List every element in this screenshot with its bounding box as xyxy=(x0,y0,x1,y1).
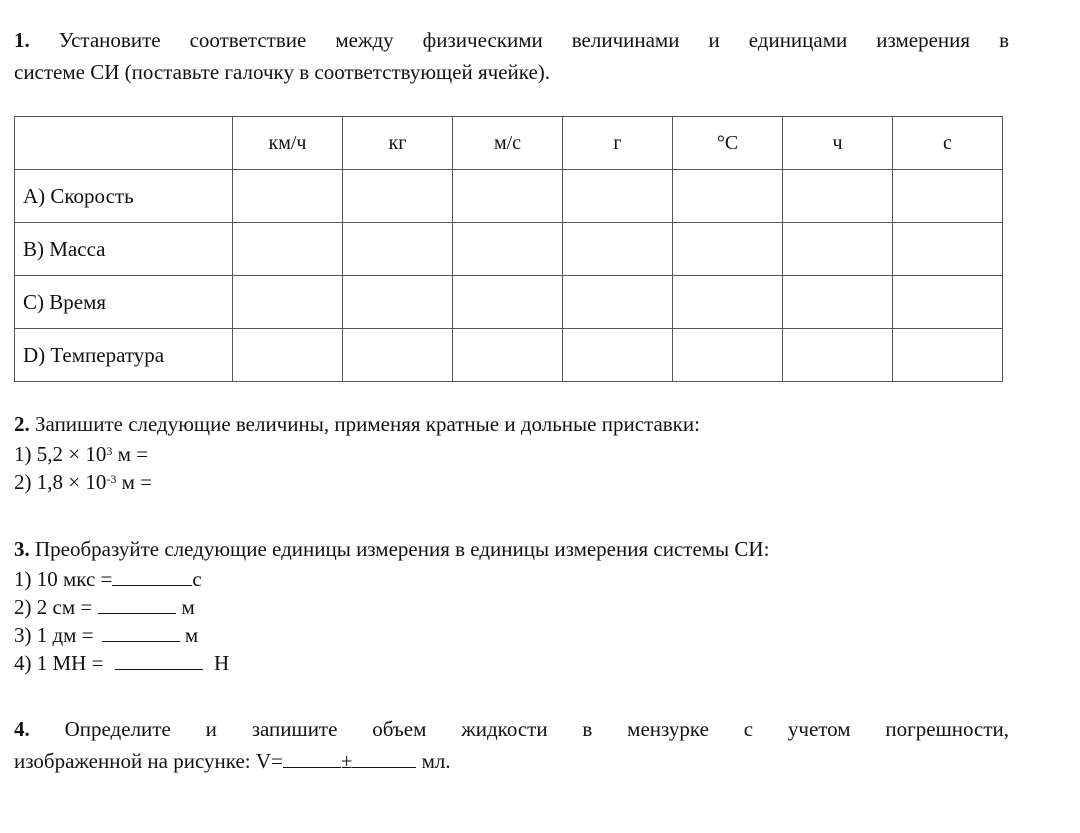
question-1 xyxy=(14,24,1009,88)
question-4-line-1 xyxy=(14,713,1009,745)
answer-blank[interactable] xyxy=(112,565,192,586)
plus-minus-sign: ± xyxy=(340,749,353,773)
question-4 xyxy=(14,713,1009,777)
unit-header: м/с xyxy=(453,117,563,170)
check-cell[interactable] xyxy=(343,329,453,382)
item-unit: с xyxy=(192,567,202,591)
unit-header: ч xyxy=(783,117,893,170)
question-1-line-1 xyxy=(14,24,1009,56)
volume-unit: мл. xyxy=(421,749,451,773)
question-3-heading xyxy=(14,533,1014,565)
table-row xyxy=(15,329,1003,382)
check-cell[interactable] xyxy=(893,223,1003,276)
question-3-item xyxy=(14,593,1014,621)
item-exponent: -3 xyxy=(106,472,117,486)
check-cell[interactable] xyxy=(563,170,673,223)
question-4-number: 4. xyxy=(14,717,30,741)
check-cell[interactable] xyxy=(893,329,1003,382)
question-1-text-1: Установите соответствие между физическими величинами и единицами измерения в xyxy=(58,28,1009,52)
question-3-item xyxy=(14,621,1014,649)
check-cell[interactable] xyxy=(673,170,783,223)
unit-header: г xyxy=(563,117,673,170)
check-cell[interactable] xyxy=(343,276,453,329)
question-1-text-2: системе СИ (поставьте галочку в соответствующей ячейке). xyxy=(14,60,551,84)
item-prefix: 1) 5,2 × 10 xyxy=(14,442,107,466)
check-cell[interactable] xyxy=(783,170,893,223)
item-unit: Н xyxy=(213,651,230,675)
row-label: В) Масса xyxy=(15,223,233,276)
table-header-row xyxy=(15,117,1003,170)
unit-header: кг xyxy=(343,117,453,170)
question-3 xyxy=(14,533,1014,677)
volume-blank[interactable] xyxy=(283,747,341,768)
question-4-line-2 xyxy=(14,745,1009,777)
item-suffix: м = xyxy=(112,442,148,466)
check-cell[interactable] xyxy=(453,329,563,382)
item-unit: м xyxy=(184,623,199,647)
table-row xyxy=(15,170,1003,223)
error-blank[interactable] xyxy=(352,747,416,768)
table-corner-cell xyxy=(15,117,233,170)
check-cell[interactable] xyxy=(563,223,673,276)
item-exponent: 3 xyxy=(106,444,113,458)
item-prefix: 2) 1,8 × 10 xyxy=(14,470,107,494)
check-cell[interactable] xyxy=(783,329,893,382)
unit-header: с xyxy=(893,117,1003,170)
question-2-item xyxy=(14,440,1014,468)
row-label: С) Время xyxy=(15,276,233,329)
question-2 xyxy=(14,408,1014,496)
question-4-text-2: изображенной на рисунке: V= xyxy=(14,749,283,773)
check-cell[interactable] xyxy=(673,223,783,276)
check-cell[interactable] xyxy=(233,276,343,329)
question-3-item xyxy=(14,565,1014,593)
check-cell[interactable] xyxy=(673,329,783,382)
item-unit: м xyxy=(181,595,195,619)
answer-blank[interactable] xyxy=(102,621,180,642)
item-label: 1) 10 мкс = xyxy=(14,567,113,591)
row-label: D) Температура xyxy=(15,329,233,382)
check-cell[interactable] xyxy=(343,170,453,223)
check-cell[interactable] xyxy=(233,329,343,382)
unit-header: °С xyxy=(673,117,783,170)
table-row xyxy=(15,276,1003,329)
check-cell[interactable] xyxy=(233,223,343,276)
check-cell[interactable] xyxy=(563,329,673,382)
item-label: 3) 1 дм = xyxy=(14,623,94,647)
question-1-number: 1. xyxy=(14,28,30,52)
answer-blank[interactable] xyxy=(98,593,176,614)
question-3-item xyxy=(14,649,1014,677)
item-label: 2) 2 см = xyxy=(14,595,93,619)
check-cell[interactable] xyxy=(783,276,893,329)
question-3-text: Преобразуйте следующие единицы измерения в единицы измерения системы СИ: xyxy=(35,537,770,561)
unit-header: км/ч xyxy=(233,117,343,170)
matching-table xyxy=(14,116,1003,382)
check-cell[interactable] xyxy=(673,276,783,329)
item-suffix: м = xyxy=(116,470,152,494)
check-cell[interactable] xyxy=(453,170,563,223)
question-4-text-1: Определите и запишите объем жидкости в мензурке с учетом погрешности, xyxy=(64,717,1010,741)
question-2-number: 2. xyxy=(14,412,30,436)
check-cell[interactable] xyxy=(893,170,1003,223)
row-label: А) Скорость xyxy=(15,170,233,223)
question-1-line-2 xyxy=(14,56,1009,88)
item-label: 4) 1 МН = xyxy=(14,651,104,675)
answer-blank[interactable] xyxy=(115,649,203,670)
check-cell[interactable] xyxy=(893,276,1003,329)
check-cell[interactable] xyxy=(233,170,343,223)
question-2-text: Запишите следующие величины, применяя кратные и дольные приставки: xyxy=(35,412,700,436)
check-cell[interactable] xyxy=(453,223,563,276)
question-2-heading xyxy=(14,408,1014,440)
question-3-number: 3. xyxy=(14,537,30,561)
question-2-item xyxy=(14,468,1014,496)
check-cell[interactable] xyxy=(343,223,453,276)
table-row xyxy=(15,223,1003,276)
check-cell[interactable] xyxy=(453,276,563,329)
check-cell[interactable] xyxy=(563,276,673,329)
check-cell[interactable] xyxy=(783,223,893,276)
